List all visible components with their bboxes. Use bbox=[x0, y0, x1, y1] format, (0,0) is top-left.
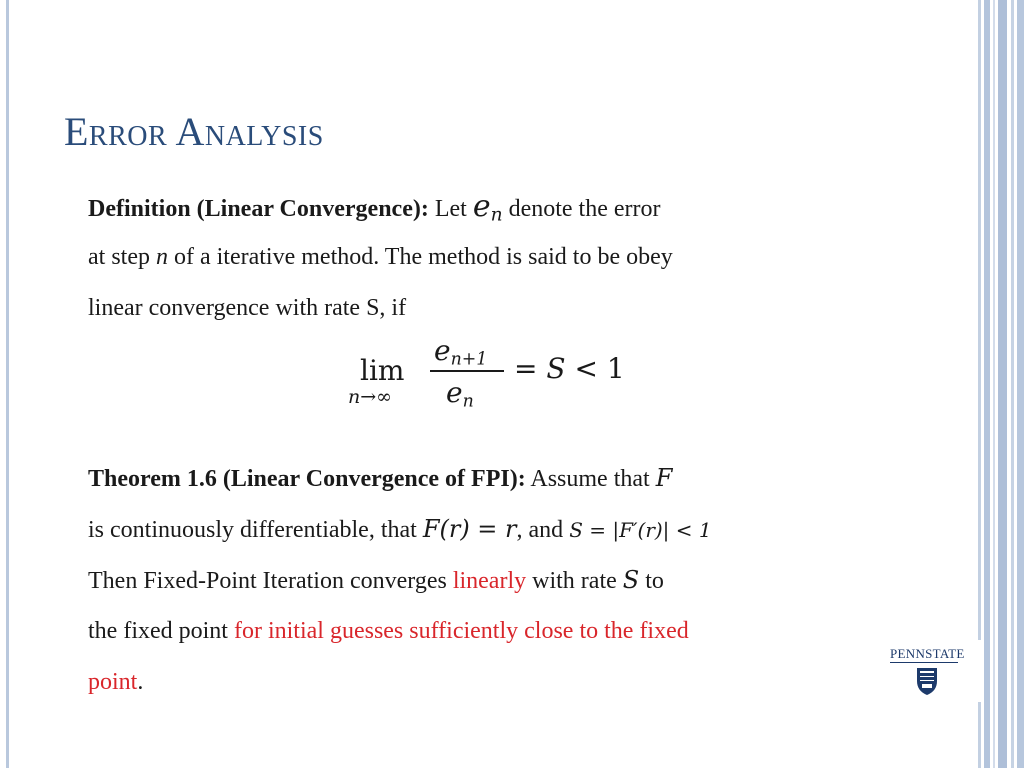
theorem-line-2 bbox=[88, 504, 712, 555]
theorem-block bbox=[88, 453, 712, 708]
step-variable: n bbox=[155, 244, 168, 270]
fraction-denominator bbox=[446, 376, 474, 411]
theorem-line-4 bbox=[88, 606, 712, 657]
definition-label: Definition (Linear Convergence): bbox=[88, 196, 429, 222]
theorem-line-2-text: is continuously differentiable, that bbox=[88, 517, 417, 543]
rate-condition: S = |F′(r)| < 1 bbox=[569, 518, 712, 542]
fraction-bar bbox=[430, 370, 504, 372]
left-border-rule bbox=[6, 0, 9, 768]
theorem-line-3-text: Then Fixed-Point Iteration converges bbox=[88, 568, 447, 594]
emphasis-point: point bbox=[88, 669, 138, 695]
definition-line-2 bbox=[88, 232, 673, 283]
denominator-subscript: n bbox=[462, 391, 474, 412]
theorem-label: Theorem 1.6 (Linear Convergence of FPI): bbox=[88, 466, 526, 492]
definition-line-1 bbox=[88, 181, 673, 232]
limit-operator: lim bbox=[360, 354, 405, 387]
theorem-line-3-mid: with rate bbox=[532, 568, 617, 594]
right-border-stripe bbox=[1011, 0, 1014, 768]
formula-right-side bbox=[514, 352, 625, 385]
limit-subscript: n→∞ bbox=[348, 386, 392, 408]
theorem-line-4-text: the fixed point bbox=[88, 618, 228, 644]
equals-sign: = bbox=[514, 352, 538, 385]
rate-symbol: S bbox=[546, 352, 566, 385]
pennstate-logo bbox=[886, 640, 982, 702]
right-border-stripe bbox=[993, 0, 995, 768]
rate-symbol-inline: S bbox=[622, 566, 640, 594]
right-border-stripe bbox=[998, 0, 1007, 768]
definition-line-2-text: at step bbox=[88, 244, 150, 270]
theorem-and: , and bbox=[516, 517, 564, 543]
error-variable bbox=[473, 189, 503, 224]
definition-line-3: linear convergence with rate S, if bbox=[88, 295, 407, 321]
theorem-line-1-text: Assume that bbox=[530, 466, 650, 492]
emphasis-initial-guesses: for initial guesses sufficiently close to the fixed bbox=[233, 618, 689, 644]
theorem-line-3-end: to bbox=[645, 568, 664, 594]
definition-line-2-rest: of a iterative method. The method is said to be obey bbox=[173, 244, 673, 270]
slide-title: Error Analysis bbox=[64, 109, 324, 154]
limit-formula bbox=[348, 334, 658, 420]
definition-block bbox=[88, 181, 673, 334]
theorem-line-3 bbox=[88, 555, 712, 606]
theorem-line-1 bbox=[88, 453, 712, 504]
definition-after-var: denote the error bbox=[508, 196, 661, 222]
right-border-stripe bbox=[984, 0, 990, 768]
theorem-line-5 bbox=[88, 657, 712, 708]
definition-let: Let bbox=[434, 196, 467, 222]
numerator-base: e bbox=[434, 334, 451, 367]
emphasis-linearly: linearly bbox=[452, 568, 527, 594]
theorem-period: . bbox=[137, 669, 144, 695]
shield-icon bbox=[886, 640, 982, 702]
error-variable-subscript: n bbox=[490, 204, 503, 226]
less-than-one: < 1 bbox=[574, 352, 625, 385]
error-variable-base: e bbox=[472, 189, 491, 224]
logo-wordmark: PENNSTATE bbox=[890, 646, 965, 661]
function-symbol: F bbox=[655, 464, 673, 492]
denominator-base: e bbox=[446, 376, 463, 409]
fixed-point-equation: F(r) = r bbox=[422, 515, 517, 543]
fraction-numerator bbox=[434, 334, 487, 369]
numerator-subscript: n+1 bbox=[450, 349, 488, 370]
right-border-stripe bbox=[1017, 0, 1024, 768]
